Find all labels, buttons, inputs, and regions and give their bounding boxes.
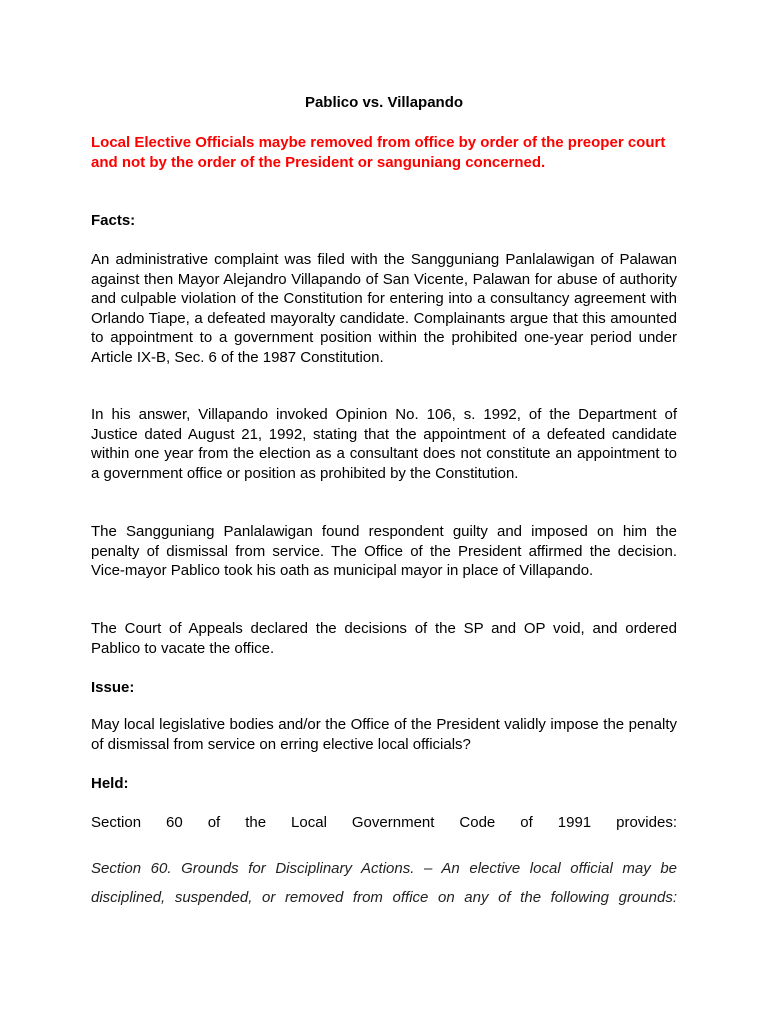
doctrine-statement: Local Elective Officials maybe removed from office by order of the preoper court and not by the order of the President or sanguniang concerned. (91, 134, 666, 171)
case-title: Pablico vs. Villapando (304, 94, 464, 111)
facts-paragraph-3: The Sangguniang Panlalawigan found respondent guilty and imposed on him the penalty of dismissal from service. The Office of the President affirmed the decision. Vice-mayor Pablico took his oath as municipal mayor in place of Villapando. (91, 523, 677, 579)
held-paragraph: Section 60 of the Local Government Code of 1991 provides: (91, 814, 677, 831)
facts-paragraph-1: An administrative complaint was filed with the Sangguniang Panlalawigan of Palawan against then Mayor Alejandro Villapando of San Vicente, Palawan for abuse of authority and culpable violation of the Constitution for entering into a consultancy agreement with Orlando Tiape, a defeated mayoralty candidate. Complainants argue that this amounted to appointment to a government position within the prohibited one-year period under Article IX-B, Sec. 6 of the 1987 Constitution. (91, 251, 677, 366)
section-60-quote: Section 60. Grounds for Disciplinary Actions. – An elective local official may be disciplined, suspended, or removed from office on any of the following grounds: (91, 860, 677, 906)
issue-heading: Issue: (91, 679, 135, 696)
issue-paragraph: May local legislative bodies and/or the Office of the President validly impose the penalty of dismissal from service on erring elective local officials? (91, 716, 677, 753)
facts-heading: Facts: (91, 212, 136, 229)
held-heading: Held: (91, 775, 129, 792)
facts-paragraph-4: The Court of Appeals declared the decisions of the SP and OP void, and ordered Pablico to vacate the office. (91, 620, 677, 657)
facts-paragraph-2: In his answer, Villapando invoked Opinion No. 106, s. 1992, of the Department of Justice dated August 21, 1992, stating that the appointment of a defeated candidate within one year from the election as a consultant does not constitute an appointment to a government office or position as prohibited by the Constitution. (91, 406, 677, 482)
